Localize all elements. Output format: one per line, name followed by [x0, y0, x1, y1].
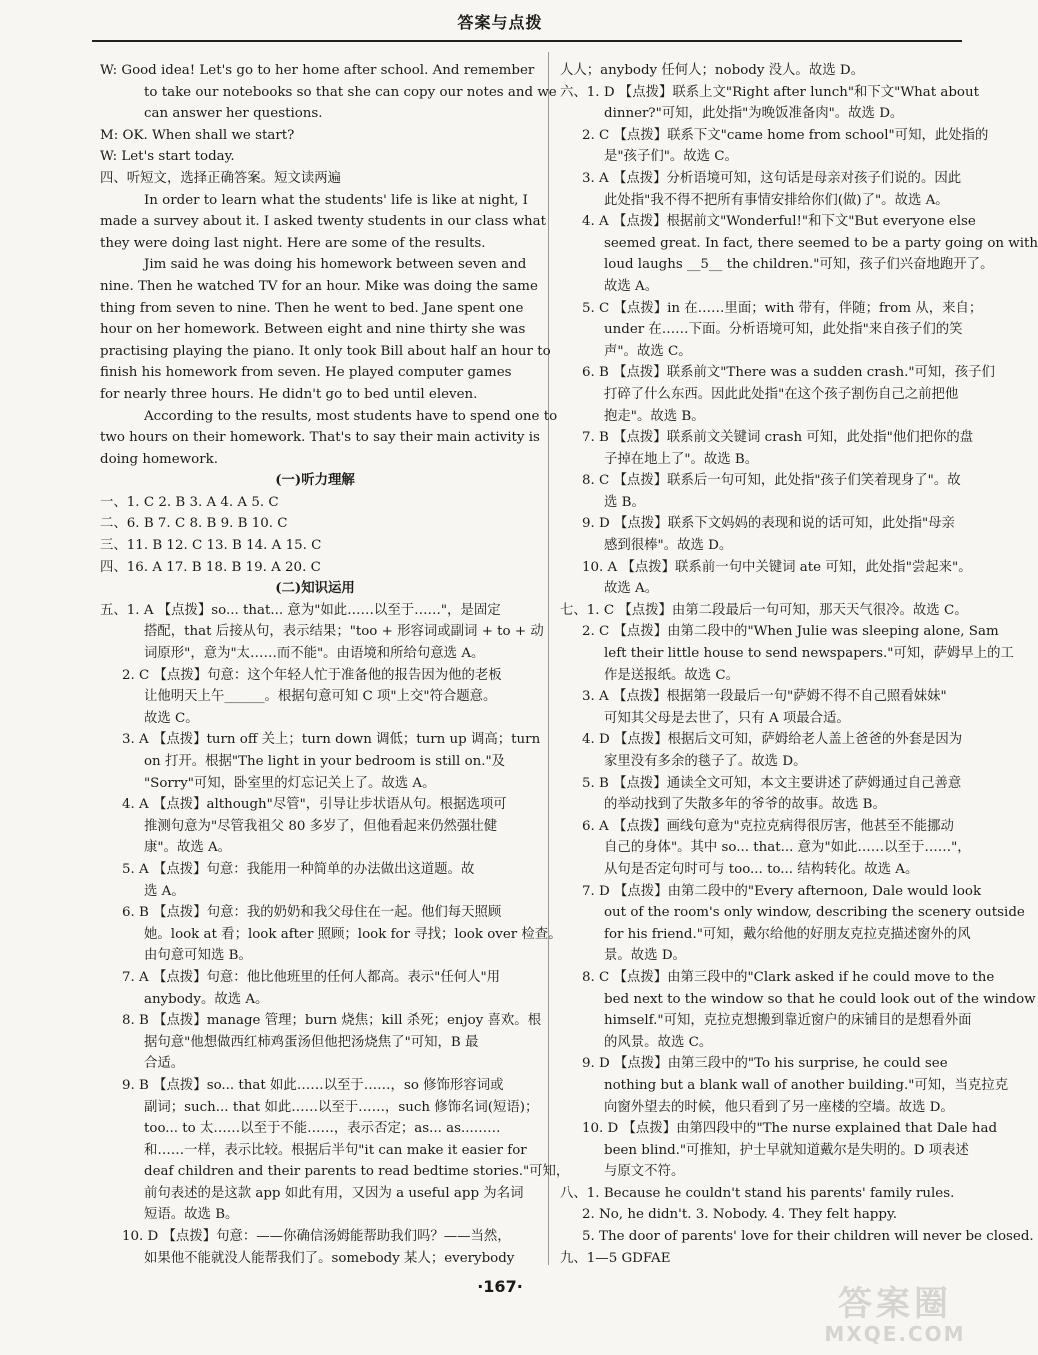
text-line: 短语。故选 B。 — [144, 1207, 239, 1223]
text-line: under 在……下面。分析语境可知，此处指"来自孩子们的笑 — [604, 322, 963, 338]
text-line: 人人；anybody 任何人；nobody 没人。故选 D。 — [560, 63, 864, 78]
text-line: 8. C 【点拨】由第三段中的"Clark asked if he could move to the — [582, 969, 995, 985]
text-line: 声"。故选 C。 — [604, 343, 692, 359]
text-line: 家里没有多余的毯子了。故选 D。 — [604, 754, 807, 769]
text-line: bed next to the window so that he could look out of the window — [604, 991, 1036, 1007]
text-line: doing homework. — [100, 451, 218, 467]
text-line: loud laughs __5__ the children."可知，孩子们兴奋地跑开了。 — [604, 257, 994, 273]
text-line: 6. A 【点拨】画线句意为"克拉克病得很厉害，他甚至不能挪动 — [582, 818, 954, 834]
text-line: (二)知识运用 — [275, 580, 355, 597]
text-line: 三、11. B 12. C 13. B 14. A 15. C — [100, 538, 322, 554]
text-line: 副词；such... that 如此……以至于……，such 修饰名词(短语)； — [144, 1099, 539, 1115]
text-line: can answer her questions. — [144, 106, 323, 122]
text-line: 前句表述的是这款 app 如此有用，又因为 a useful app 为名词 — [144, 1185, 524, 1201]
text-line: 向窗外望去的时候，他只看到了另一座楼的空墙。故选 D。 — [604, 1099, 954, 1115]
text-line: they were doing last night. Here are some of the results. — [100, 235, 486, 251]
text-line: 九、1—5 GDFAE — [560, 1250, 671, 1266]
text-line: 推测句意为"尽管我祖父 80 多岁了，但他看起来仍然强壮健 — [144, 818, 498, 834]
text-line: for nearly three hours. He didn't go to bed until eleven. — [100, 386, 478, 402]
text-line: 2. No, he didn't. 3. Nobody. 4. They felt happy. — [582, 1207, 897, 1223]
text-line: 故选 C。 — [144, 710, 199, 726]
text-line: 抱走"。故选 B。 — [604, 408, 705, 424]
text-line: 作是送报纸。故选 C。 — [604, 667, 740, 683]
text-line: practising playing the piano. It only took Bill about half an hour to — [100, 343, 551, 359]
text-line: dinner?"可知，此处指"为晚饭准备肉"。故选 D。 — [604, 106, 904, 122]
text-line: 5. B 【点拨】通读全文可知，本文主要讲述了萨姆通过自己善意 — [582, 775, 962, 791]
text-line: 四、听短文，选择正确答案。短文读两遍 — [100, 170, 342, 186]
text-line: 五、1. A 【点拨】so... that... 意为"如此……以至于……"，是固定 — [100, 602, 501, 618]
text-line: 让他明天上午______。根据句意可知 C 项"上交"符合题意。 — [144, 689, 497, 705]
text-line: 打碎了什么东西。因此此处指"在这个孩子割伤自己之前把他 — [604, 386, 959, 402]
text-line: 10. D 【点拨】由第四段中的"The nurse explained that Dale had — [582, 1121, 998, 1137]
column-divider — [548, 52, 549, 1265]
text-line: 5. A 【点拨】句意：我能用一种简单的办法做出这道题。故 — [122, 861, 475, 877]
left-column — [100, 60, 570, 1269]
text-line: 据句意"他想做西红柿鸡蛋汤但他把汤烧焦了"可知，B 最 — [144, 1034, 479, 1050]
text-line: 5. C 【点拨】in 在……里面；with 带有，伴随；from 从，来自； — [582, 300, 983, 316]
text-line: 二、6. B 7. C 8. B 9. B 10. C — [100, 516, 288, 532]
text-line: deaf children and their parents to read bedtime stories."可知， — [144, 1164, 570, 1180]
text-line: 词原形"，意为"太……而不能"。由语境和所给句意选 A。 — [144, 646, 485, 662]
text-line: on 打开。根据"The light in your bedroom is still on."及 — [144, 754, 506, 769]
text-line: 8. C 【点拨】联系后一句可知，此处指"孩子们笑着现身了"。故 — [582, 473, 961, 489]
text-line: to take our notebooks so that she can copy our notes and we — [144, 84, 557, 100]
text-line: 2. C 【点拨】联系下文"came home from school"可知，此处指的 — [582, 127, 989, 143]
right-column — [560, 60, 1038, 1269]
text-line: himself."可知，克拉克想搬到靠近窗户的床铺目的是想看外面 — [604, 1013, 972, 1029]
text-line: left their little house to send newspapers."可知，萨姆早上的工 — [604, 646, 1014, 662]
text-line: for his friend."可知，戴尔给他的好朋友克拉克描述窗外的风 — [604, 926, 971, 942]
text-line: 和……一样，表示比较。根据后半句"it can make it easier for — [144, 1142, 527, 1158]
text-line: 6. B 【点拨】句意：我的奶奶和我父母住在一起。他们每天照顾 — [122, 905, 502, 921]
page-header-title: 答案与点拨 — [457, 13, 543, 32]
text-line: 4. D 【点拨】根据后文可知，萨姆给老人盖上爸爸的外套是因为 — [582, 732, 963, 748]
text-line: 9. B 【点拨】so... that 如此……以至于……，so 修饰形容词或 — [122, 1077, 504, 1093]
text-line: According to the results, most students have to spend one to — [144, 408, 558, 424]
text-line: 的举动找到了失散多年的爷爷的故事。故选 B。 — [604, 797, 886, 813]
text-line: (一)听力理解 — [275, 472, 355, 489]
text-line: nothing but a blank wall of another building."可知，当克拉克 — [604, 1077, 1009, 1093]
text-line: two hours on their homework. That's to say their main activity is — [100, 430, 540, 446]
header-rule — [92, 40, 962, 42]
text-line: 感到很棒"。故选 D。 — [604, 538, 733, 554]
text-line: too... to 太……以至于不能……，表示否定；as... as...…… — [144, 1121, 501, 1137]
text-line: 合适。 — [144, 1056, 185, 1072]
text-line: 6. B 【点拨】联系前文"There was a sudden crash."可知，孩子们 — [582, 365, 995, 381]
text-line: 可知其父母是去世了，只有 A 项最合适。 — [604, 710, 850, 726]
text-line: Jim said he was doing his homework between seven and — [144, 257, 527, 273]
text-line: In order to learn what the students' life is like at night, I — [144, 192, 528, 208]
text-line: 9. D 【点拨】由第三段中的"To his surprise, he could see — [582, 1056, 948, 1072]
text-line: 子掉在地上了"。故选 B。 — [604, 451, 759, 467]
text-line: 一、1. C 2. B 3. A 4. A 5. C — [100, 494, 279, 510]
text-line: thing from seven to nine. Then he went to bed. Jane spent one — [100, 300, 524, 316]
text-line: 是"孩子们"。故选 C。 — [604, 149, 738, 165]
text-line: 7. A 【点拨】句意：他比他班里的任何人都高。表示"任何人"用 — [122, 969, 501, 985]
text-line: 4. A 【点拨】根据前文"Wonderful!"和下文"But everyone else — [582, 214, 976, 230]
text-line: 5. The door of parents' love for their children will never be closed. — [582, 1229, 1034, 1245]
text-line: made a survey about it. I asked twenty students in our class what — [100, 214, 547, 230]
text-line: 此处指"我不得不把所有事情安排给你们(做)了"。故选 A。 — [604, 192, 949, 208]
text-line: 四、16. A 17. B 18. B 19. A 20. C — [100, 559, 321, 575]
text-line: 景。故选 D。 — [604, 948, 686, 964]
page-number: ·167· — [477, 1277, 523, 1296]
text-line: 故选 A。 — [604, 278, 659, 294]
text-line: hour on her homework. Between eight and nine thirty she was — [100, 322, 526, 338]
watermark-logo — [800, 1285, 990, 1345]
text-line: 3. A 【点拨】分析语境可知，这句话是母亲对孩子们说的。因此 — [582, 170, 962, 186]
text-line: 3. A 【点拨】turn off 关上；turn down 调低；turn up 调高；turn — [122, 732, 541, 748]
text-line: 4. A 【点拨】although"尽管"，引导让步状语从句。根据选项可 — [122, 797, 507, 813]
text-line: 7. D 【点拨】由第二段中的"Every afternoon, Dale would look — [582, 883, 982, 899]
text-line: 由句意可知选 B。 — [144, 948, 252, 964]
text-line: anybody。故选 A。 — [144, 991, 269, 1007]
text-line: 7. B 【点拨】联系前文关键词 crash 可知，此处指"他们把你的盘 — [582, 430, 974, 446]
text-line: W: Good idea! Let's go to her home after school. And remember — [100, 63, 535, 78]
text-line: 选 B。 — [604, 494, 645, 510]
text-line: 八、1. Because he couldn't stand his parents' family rules. — [560, 1185, 955, 1201]
text-line: 2. C 【点拨】句意：这个年轻人忙于准备他的报告因为他的老板 — [122, 667, 502, 683]
text-line: M: OK. When shall we start? — [100, 127, 295, 143]
text-line: seemed great. In fact, there seemed to be a party going on with — [604, 235, 1038, 251]
text-line: 六、1. D 【点拨】联系上文"Right after lunch"和下文"What about — [560, 84, 979, 100]
text-line: W: Let's start today. — [100, 149, 235, 165]
text-line: 10. A 【点拨】联系前一句中关键词 ate 可知，此处指"尝起来"。 — [582, 559, 972, 575]
text-line: 七、1. C 【点拨】由第二段最后一句可知，那天天气很冷。故选 C。 — [560, 602, 968, 618]
watermark-top-text: 答案圈 — [838, 1284, 952, 1324]
text-line: 10. D 【点拨】句意：——你确信汤姆能帮助我们吗？——当然， — [122, 1229, 511, 1245]
text-line: 选 A。 — [144, 883, 185, 899]
text-line: 8. B 【点拨】manage 管理；burn 烧焦；kill 杀死；enjoy 喜欢。根 — [122, 1013, 542, 1029]
text-line: 的风景。故选 C。 — [604, 1034, 713, 1050]
text-line: out of the room's only window, describing the scenery outside — [604, 905, 1025, 921]
text-line: finish his homework from seven. He played computer games — [100, 365, 512, 381]
text-line: 自己的身体"。其中 so... that... 意为"如此……以至于……"， — [604, 840, 971, 856]
text-line: 2. C 【点拨】由第二段中的"When Julie was sleeping alone, Sam — [582, 624, 999, 640]
text-line: 从句是否定句时可与 too... to... 结构转化。故选 A。 — [604, 861, 919, 877]
text-line: 如果他不能就没人能帮我们了。somebody 某人；everybody — [144, 1250, 515, 1266]
text-line: 故选 A。 — [604, 581, 659, 597]
text-line: "Sorry"可知，卧室里的灯忘记关上了。故选 A。 — [144, 775, 436, 791]
watermark-bottom-text: MXQE.COM — [824, 1322, 966, 1346]
text-line: 她。look at 看；look after 照顾；look for 寻找；look over 检查。 — [144, 926, 562, 942]
text-line: 9. D 【点拨】联系下文妈妈的表现和说的话可知，此处指"母亲 — [582, 516, 955, 532]
text-line: nine. Then he watched TV for an hour. Mike was doing the same — [100, 278, 538, 294]
text-line: 与原文不符。 — [604, 1164, 685, 1180]
text-line: been blind."可推知，护士早就知道戴尔是失明的。D 项表述 — [604, 1142, 969, 1158]
text-line: 康"。故选 A。 — [144, 840, 232, 856]
text-line: 3. A 【点拨】根据第一段最后一句"萨姆不得不自己照看妹妹" — [582, 689, 947, 705]
text-line: 搭配，that 后接从句，表示结果；"too + 形容词或副词 + to + 动 — [144, 624, 544, 640]
